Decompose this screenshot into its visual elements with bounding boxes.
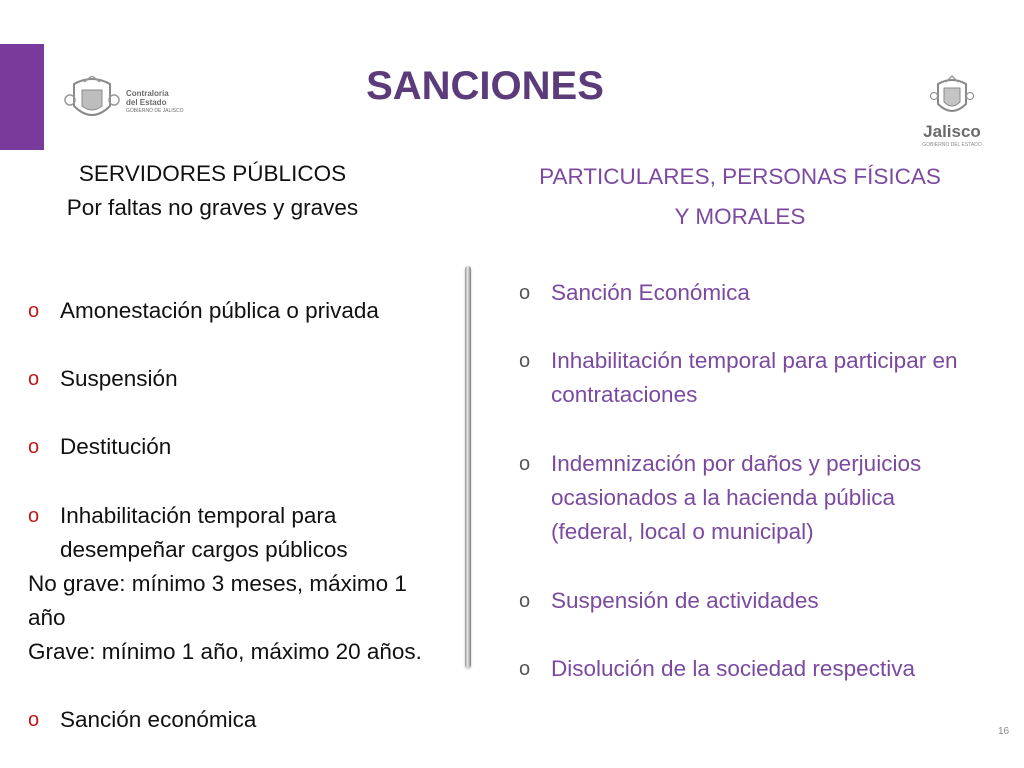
circle-bullet-icon: o: [519, 658, 531, 680]
left-heading-line1: SERVIDORES PÚBLICOS: [78, 161, 347, 186]
circle-bullet-icon: o: [28, 505, 40, 527]
circle-bullet-icon: o: [519, 282, 531, 304]
circle-bullet-icon: o: [28, 300, 40, 322]
list-item: o Sanción económica: [28, 703, 448, 737]
note-grave: Grave: mínimo 1 año, máximo 20 años.: [28, 639, 422, 664]
list-item: o Inhabilitación temporal para participar en contrataciones: [519, 344, 989, 412]
circle-bullet-icon: o: [519, 350, 531, 372]
page-title: SANCIONES: [366, 64, 604, 108]
contraloria-wordmark: Contraloría del Estado GOBIERNO DE JALISCO: [126, 89, 184, 114]
circle-bullet-icon: o: [28, 436, 40, 458]
list-item: o Suspensión: [28, 362, 448, 396]
list-item: o Disolución de la sociedad respectiva: [519, 652, 989, 686]
circle-bullet-icon: o: [28, 709, 40, 731]
circle-bullet-icon: o: [28, 368, 40, 390]
list-item: o Sanción Económica: [519, 276, 989, 310]
circle-bullet-icon: o: [519, 453, 531, 475]
list-item: o Inhabilitación temporal para desempeñar cargos públicos: [28, 499, 408, 567]
jalisco-subtitle: GOBIERNO DEL ESTADO: [922, 142, 982, 148]
column-divider: [465, 266, 471, 668]
list-item: o Amonestación pública o privada: [28, 294, 448, 328]
list-item: o Destitución: [28, 430, 448, 464]
list-item: o Indemnización por daños y perjuicios ocasionados a la hacienda pública (federal, local o municipal): [519, 447, 979, 549]
right-column-heading: [520, 157, 960, 237]
jalisco-logo: [910, 74, 994, 150]
right-heading-line1: PARTICULARES, PERSONAS FÍSICAS: [539, 164, 941, 189]
coat-of-arms-icon: [930, 74, 974, 120]
circle-bullet-icon: o: [519, 590, 531, 612]
left-heading-line2: Por faltas no graves y graves: [66, 195, 359, 220]
jalisco-wordmark: Jalisco: [923, 122, 981, 141]
page-number: 16: [998, 726, 1010, 737]
left-column-heading: [40, 157, 385, 225]
right-heading-line2: Y MORALES: [674, 204, 806, 229]
list-item: o Suspensión de actividades: [519, 584, 989, 618]
note-no-grave: No grave: mínimo 3 meses, máximo 1 año: [28, 571, 407, 630]
